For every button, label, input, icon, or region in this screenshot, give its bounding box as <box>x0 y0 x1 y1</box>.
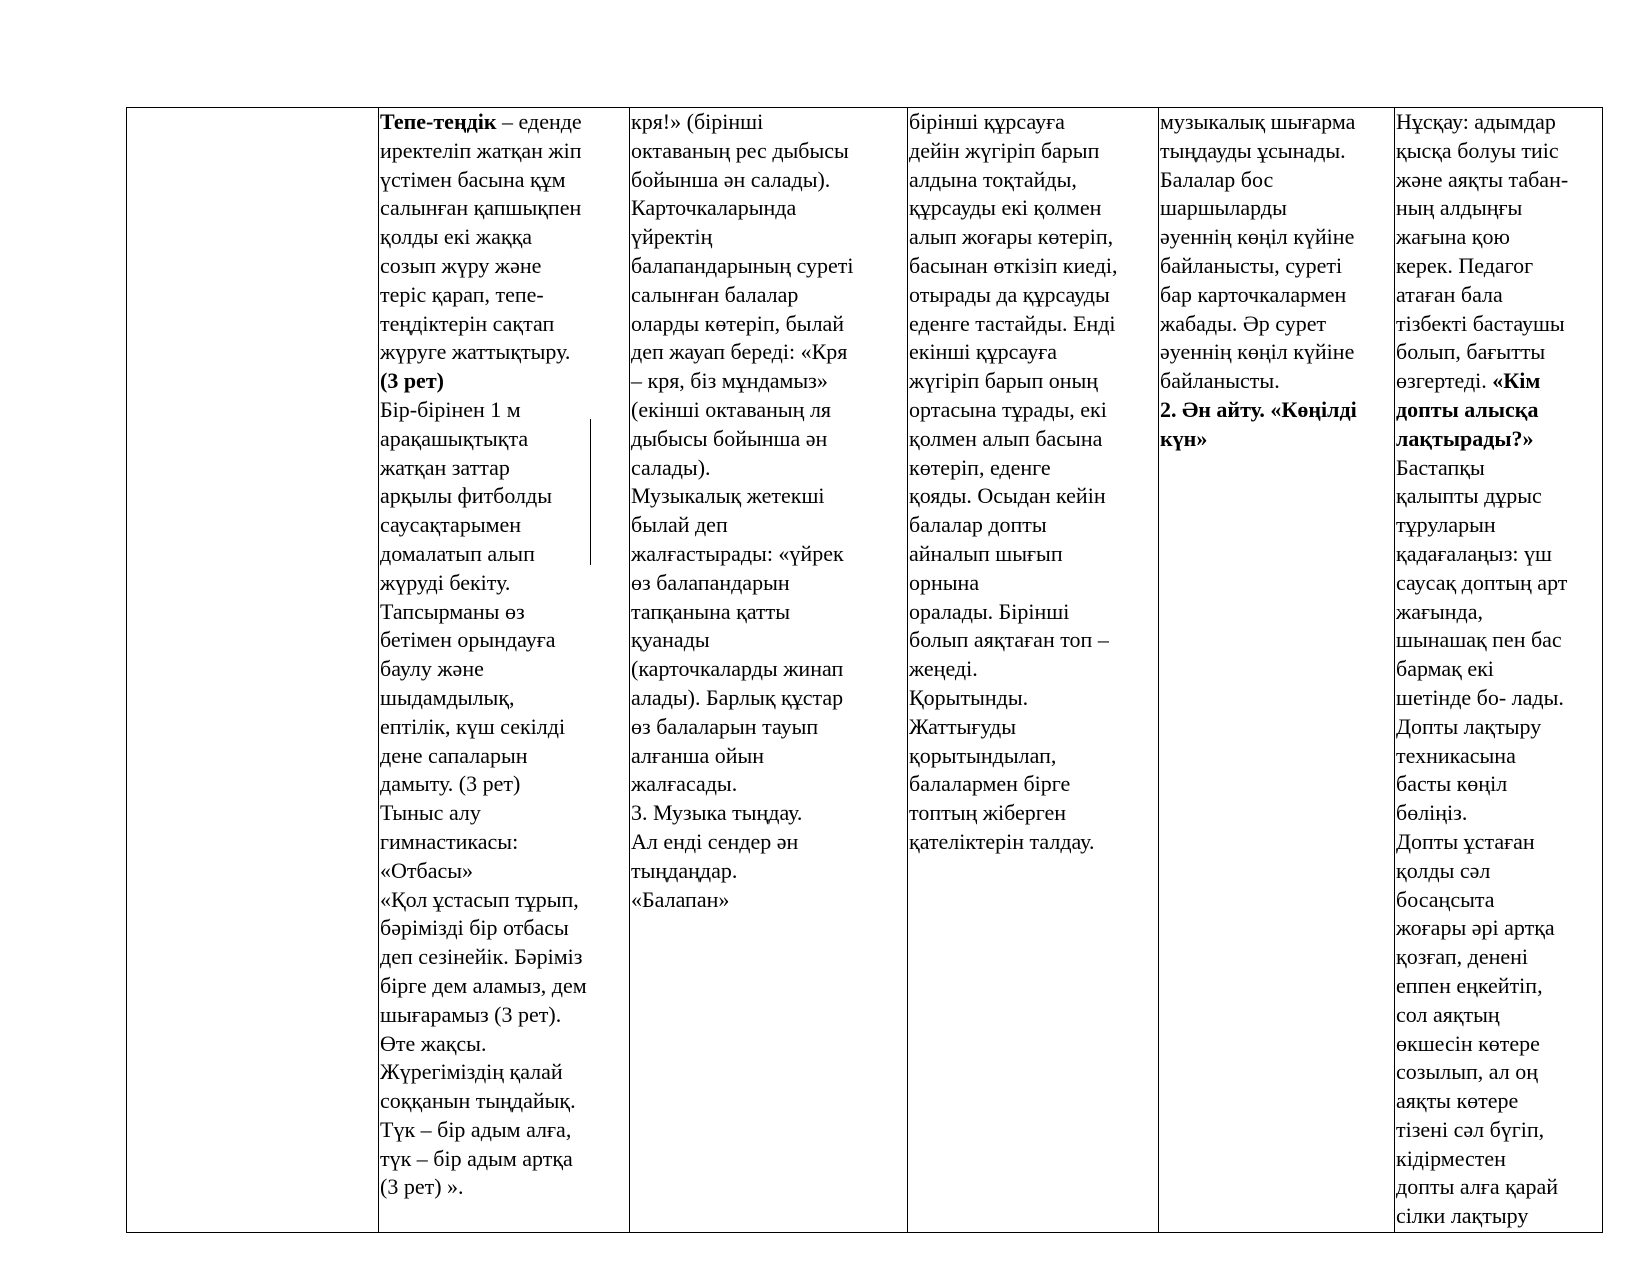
table-cell-balance-exercise <box>379 108 630 1233</box>
text-segment: Бір-бірінен 1 м арақашықтықта жатқан заттар арқылы фитболды саусақтарымен домалатып алып жүруді бекіту. Тапсырманы өз бетімен орындауға баулу және шыдамдылық, ептілік, күш секілді дене сапаларын дамыту. (3 рет) Тыныс алу гимнастикасы: «Отбасы» «Қол ұстасып тұрып, бәрімізді бір отбасы деп сезінейік. Бәріміз бірге дем аламыз, дем шығарамыз (3 рет). Өте жақсы. Жүрегіміздің қалай соққанын тыңдайық. Түк – бір адым алға, түк – бір адым артқа (3 рет) ». <box>380 396 587 1200</box>
table-cell-empty <box>127 108 379 1233</box>
text-segment: музыкалық шығарма тыңдауды ұсынады. Балалар бос шаршыларды әуеннің көңіл күйіне байланысты, суреті бар карточкалармен жабады. Әр сурет әуеннің көңіл күйіне байланысты. <box>1160 109 1356 394</box>
text-segment: бірінші құрсауға дейін жүгіріп барып алдына тоқтайды, құрсауды екі қолмен алып жоғары көтеріп, басынан өткізіп киеді, отырады да құрсауды еденге тастайды. Енді екінші құрсауға жүгіріп барып оның ортасына тұрады, екі қолмен алып басына көтеріп, еденге қояды. Осыдан кейін балалар допты айналып шығып орнына оралады. Бірінші болып аяқтаған топ – жеңеді. Қорытынды. Жаттығуды қорытындылап, балалармен бірге топтың жіберген қателіктерін талдау. <box>909 109 1118 854</box>
bold-text-segment: 2. Ән айту. «Көңілді күн» <box>1160 396 1357 451</box>
lesson-plan-table <box>126 107 1603 1233</box>
text-segment: Бастапқы қалыпты дұрыс тұруларын қадағалаңыз: үш саусақ доптың арт жағында, шынашақ пен бас бармақ екі шетінде бо- лады. Допты лақтыру техникасына басты көңіл бөліңіз. Допты ұстаған қолды сәл босаңсыта жоғары әрі артқа қозғап, денені еппен еңкейтіп, сол аяқтың өкшесін көтере созылып, ал оң аяқты көтере тізені сәл бүгіп, кідірместен допты алға қарай сілки лақтыру <box>1396 454 1568 1229</box>
text-segment: – еденде иректеліп жатқан жіп үстімен басына құм салынған қапшықпен қолды екі жаққа созып жүру және теріс қарап, тепе- теңдіктерін сақтап жүруге жаттықтыру. <box>380 109 582 365</box>
bold-text-segment: «Кім допты алысқа лақтырады?» <box>1396 368 1541 451</box>
vertical-rule <box>590 419 591 565</box>
bold-text-segment: Тепе-теңдік <box>380 109 497 134</box>
text-segment: Нұсқау: адымдар қысқа болуы тиіс және аяқты табан- ның алдыңғы жағына қою керек. Педагог атаған бала тізбекті бастаушы болып, бағытты өзгертеді. <box>1396 109 1569 394</box>
text-segment: кря!» (бірінші октаваның рес дыбысы бойынша ән салады). Карточкаларында үйректің балапандарының суреті салынған балалар оларды көтеріп, былай деп жауап береді: «Кря – кря, біз мұндамыз» (екінші октаваның ля дыбысы бойынша ән салады). Музыкалық жетекші былай деп жалғастырады: «үйрек өз балапандарын тапқанына қатты қуанады (карточкаларды жинап алады). Барлық құстар өз балаларын тауып алғанша ойын жалғасады. 3. Музыка тыңдау. Ал енді сендер ән тыңдаңдар. «Балапан» <box>631 109 854 912</box>
bold-text-segment: (3 рет) <box>380 368 444 394</box>
table-row <box>127 108 1603 1233</box>
table-cell-hoop-relay <box>908 108 1159 1233</box>
table-cell-throwing-instructions <box>1395 108 1603 1233</box>
table-cell-music-game <box>630 108 908 1233</box>
table-cell-music-listening <box>1159 108 1395 1233</box>
